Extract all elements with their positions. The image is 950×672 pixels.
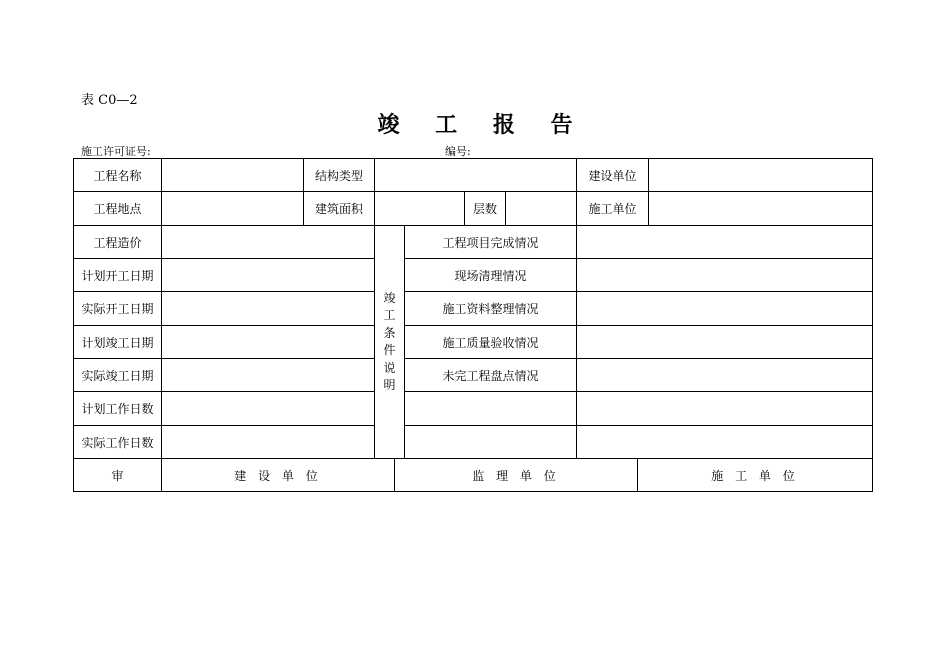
- builder-unit-signature[interactable]: 建 设 单 位: [234, 468, 322, 483]
- construction-unit-signature[interactable]: 施 工 单 位: [711, 468, 799, 483]
- condition-unfinished-label: 未完工程盘点情况: [442, 368, 539, 383]
- supervision-unit-signature[interactable]: 监 理 单 位: [472, 468, 560, 483]
- construction-unit-field[interactable]: [649, 192, 872, 225]
- condition-unfinished-field[interactable]: [577, 359, 872, 391]
- condition-quality-field[interactable]: [577, 326, 872, 358]
- construction-unit-label: 施工单位: [588, 202, 637, 216]
- review-label: 审: [111, 468, 124, 483]
- permit-number-label: 施工许可证号:: [81, 145, 151, 158]
- cost-label: 工程造价: [93, 235, 142, 250]
- actual-completion-field[interactable]: [162, 359, 374, 391]
- condition-project-items-field[interactable]: [577, 226, 872, 258]
- condition-extra-field[interactable]: [577, 392, 872, 425]
- cost-field[interactable]: [162, 226, 374, 258]
- report-number-label: 编号:: [445, 145, 471, 158]
- vertical-char: 工: [383, 308, 396, 322]
- page-title: 竣 工 报 告: [377, 113, 587, 138]
- actual-workdays-field[interactable]: [162, 426, 374, 458]
- floors-label: 层数: [472, 202, 497, 216]
- planned-completion-label: 计划竣工日期: [81, 335, 154, 350]
- planned-workdays-label: 计划工作日数: [81, 402, 154, 416]
- floors-field[interactable]: [506, 192, 576, 225]
- permit-number-field: [81, 143, 191, 159]
- condition-site-cleanup-label: 现场清理情况: [454, 268, 527, 283]
- project-name-label: 工程名称: [93, 168, 142, 183]
- vertical-char: 竣: [383, 290, 396, 305]
- condition-documents-field[interactable]: [577, 292, 872, 325]
- planned-workdays-field[interactable]: [162, 392, 374, 425]
- condition-documents-label: 施工资料整理情况: [442, 302, 539, 316]
- condition-extra-label[interactable]: [405, 426, 576, 458]
- builder-unit-label: 建设单位: [588, 168, 637, 183]
- project-location-label: 工程地点: [93, 202, 142, 216]
- condition-site-cleanup-field[interactable]: [577, 259, 872, 291]
- vertical-char: 条: [383, 325, 396, 340]
- project-location-field[interactable]: [162, 192, 303, 225]
- planned-start-label: 计划开工日期: [81, 268, 154, 283]
- completion-conditions-vertical-label: [375, 226, 404, 458]
- builder-unit-field[interactable]: [649, 159, 872, 191]
- building-area-field[interactable]: [375, 192, 464, 225]
- actual-start-label: 实际开工日期: [81, 302, 154, 316]
- condition-extra-label[interactable]: [405, 392, 576, 425]
- project-name-field[interactable]: [162, 159, 303, 191]
- structure-type-label: 结构类型: [314, 168, 363, 183]
- condition-extra-field[interactable]: [577, 426, 872, 458]
- condition-project-items-label: 工程项目完成情况: [442, 235, 539, 250]
- vertical-char: 说: [383, 360, 396, 375]
- planned-start-field[interactable]: [162, 259, 374, 291]
- completion-report-table: [73, 158, 873, 492]
- vertical-char: 件: [383, 343, 396, 357]
- planned-completion-field[interactable]: [162, 326, 374, 358]
- actual-completion-label: 实际竣工日期: [81, 368, 154, 383]
- actual-start-field[interactable]: [162, 292, 374, 325]
- report-number-field: [445, 143, 511, 159]
- actual-workdays-label: 实际工作日数: [81, 435, 154, 450]
- building-area-label: 建筑面积: [314, 202, 363, 216]
- structure-type-field[interactable]: [375, 159, 576, 191]
- form-code: 表 C0—2: [81, 93, 138, 108]
- vertical-char: 明: [383, 378, 396, 392]
- condition-quality-label: 施工质量验收情况: [442, 335, 539, 350]
